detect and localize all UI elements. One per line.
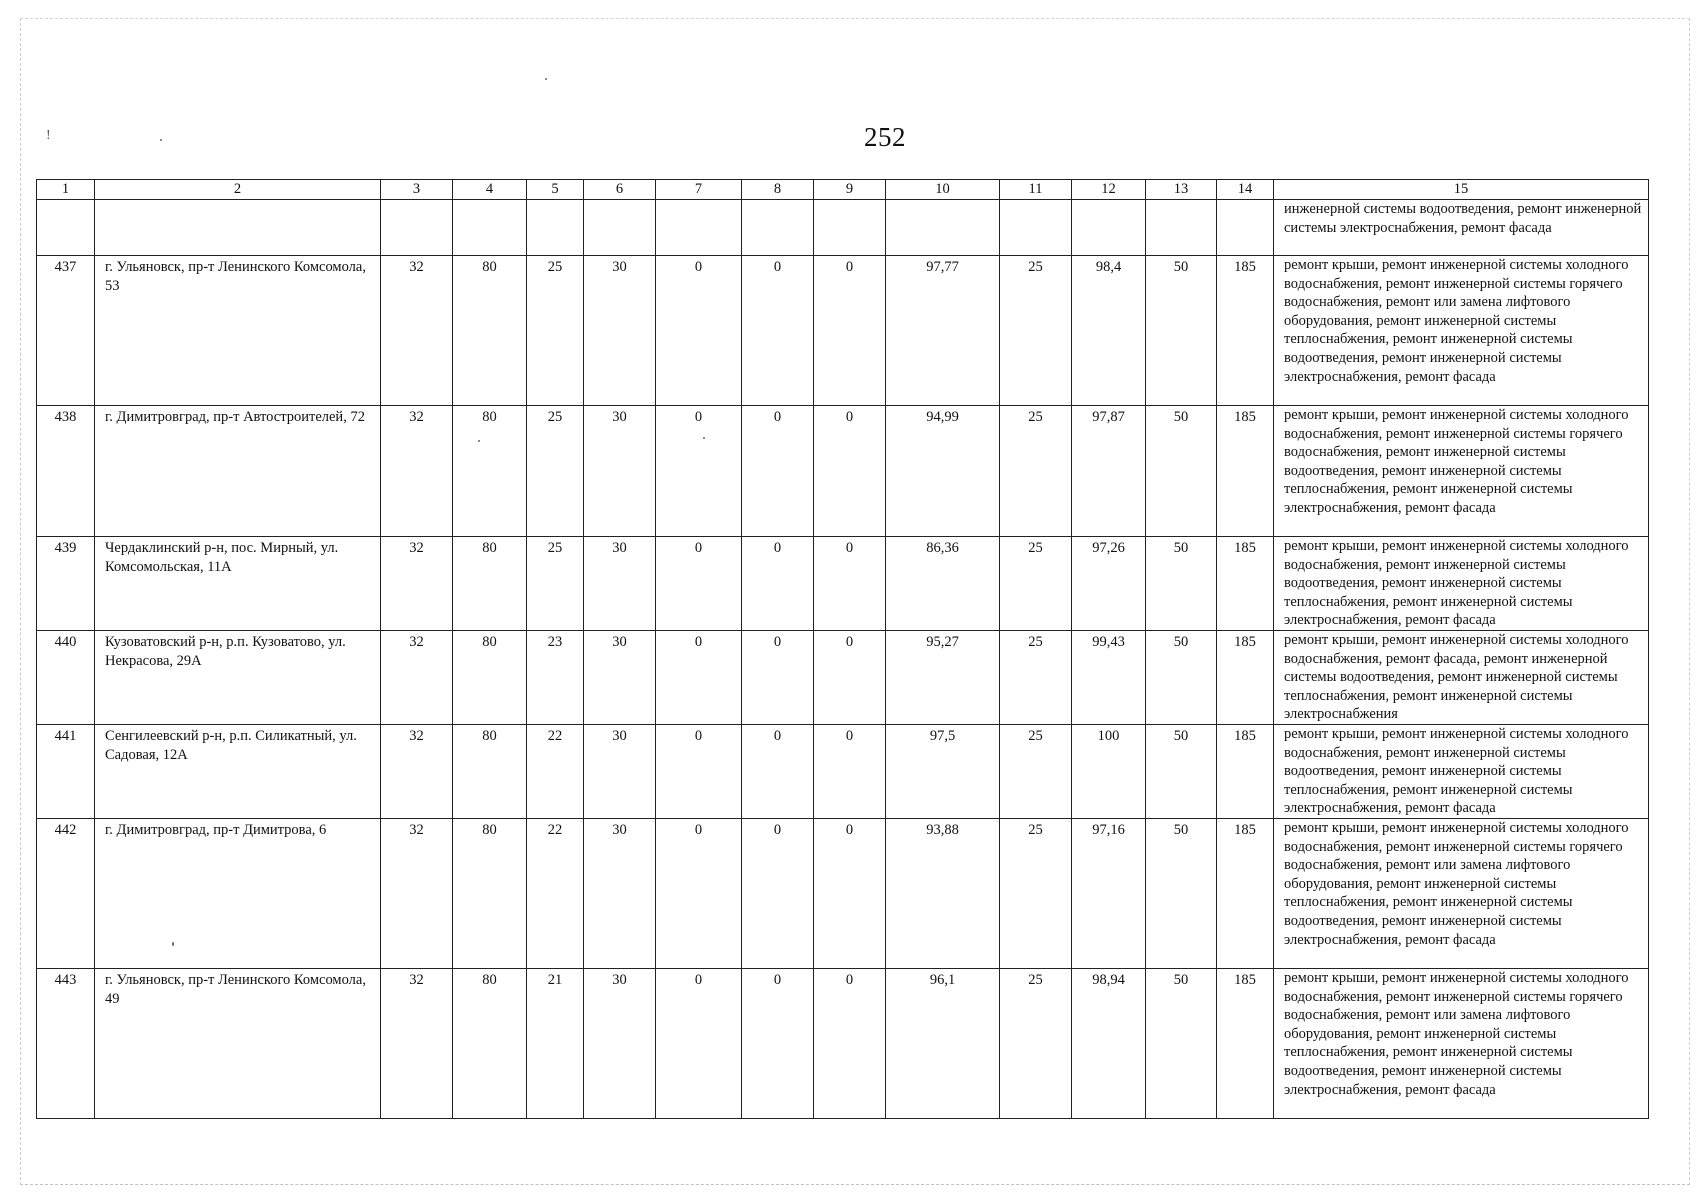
value-cell: 0 bbox=[814, 819, 886, 969]
value-cell: 50 bbox=[1146, 631, 1217, 725]
value-cell: 0 bbox=[742, 969, 814, 1119]
works-cell: ремонт крыши, ремонт инженерной системы холодного водоснабжения, ремонт фасада, ремонт инженерной системы водоотведения, ремонт инженерной системы теплоснабжения, ремонт инженерной системы электроснабжения bbox=[1274, 631, 1649, 725]
value-cell: 0 bbox=[742, 631, 814, 725]
column-header: 9 bbox=[814, 180, 886, 200]
empty-cell bbox=[453, 200, 527, 256]
repair-schedule-table bbox=[36, 179, 1649, 1119]
value-cell: 0 bbox=[742, 256, 814, 406]
address-cell: г. Димитровград, пр-т Автостроителей, 72 bbox=[95, 406, 381, 537]
value-cell: 25 bbox=[527, 537, 584, 631]
value-cell: 30 bbox=[584, 969, 656, 1119]
column-header: 13 bbox=[1146, 180, 1217, 200]
value-cell: 0 bbox=[656, 537, 742, 631]
continuation-row bbox=[37, 200, 1649, 256]
value-cell: 0 bbox=[742, 537, 814, 631]
address-cell: Сенгилеевский р-н, р.п. Силикатный, ул. Садовая, 12А bbox=[95, 725, 381, 819]
value-cell: 100 bbox=[1072, 725, 1146, 819]
value-cell: 80 bbox=[453, 819, 527, 969]
value-cell: 22 bbox=[527, 819, 584, 969]
value-cell: 98,4 bbox=[1072, 256, 1146, 406]
works-cell: ремонт крыши, ремонт инженерной системы холодного водоснабжения, ремонт инженерной системы горячего водоснабжения, ремонт или замена лифтового оборудования, ремонт инженерной системы теплоснабжения, ремонт инженерной системы водоотведения, ремонт инженерной системы электроснабжения, ремонт фасада bbox=[1274, 819, 1649, 969]
value-cell: 0 bbox=[814, 725, 886, 819]
row-number-cell: 443 bbox=[37, 969, 95, 1119]
row-number-cell: 441 bbox=[37, 725, 95, 819]
value-cell: 32 bbox=[381, 406, 453, 537]
address-cell: г. Ульяновск, пр-т Ленинского Комсомола, 53 bbox=[95, 256, 381, 406]
value-cell: 93,88 bbox=[886, 819, 1000, 969]
address-cell: Чердаклинский р-н, пос. Мирный, ул. Комсомольская, 11А bbox=[95, 537, 381, 631]
column-header: 15 bbox=[1274, 180, 1649, 200]
value-cell: 32 bbox=[381, 969, 453, 1119]
margin-mark: ! bbox=[46, 128, 51, 143]
table-row bbox=[37, 725, 1649, 819]
column-header: 10 bbox=[886, 180, 1000, 200]
value-cell: 50 bbox=[1146, 819, 1217, 969]
row-number-cell: 440 bbox=[37, 631, 95, 725]
address-cell: г. Димитровград, пр-т Димитрова, 6 bbox=[95, 819, 381, 969]
table-row bbox=[37, 969, 1649, 1119]
empty-cell bbox=[95, 200, 381, 256]
value-cell: 0 bbox=[656, 725, 742, 819]
works-cell: ремонт крыши, ремонт инженерной системы холодного водоснабжения, ремонт инженерной системы водоотведения, ремонт инженерной системы теплоснабжения, ремонт инженерной системы электроснабжения, ремонт фасада bbox=[1274, 725, 1649, 819]
column-number-header bbox=[37, 180, 1649, 200]
column-header: 2 bbox=[95, 180, 381, 200]
empty-cell bbox=[527, 200, 584, 256]
row-number-cell: 437 bbox=[37, 256, 95, 406]
value-cell: 30 bbox=[584, 631, 656, 725]
value-cell: 25 bbox=[1000, 406, 1072, 537]
value-cell: 30 bbox=[584, 819, 656, 969]
empty-cell bbox=[1146, 200, 1217, 256]
works-cell: ремонт крыши, ремонт инженерной системы холодного водоснабжения, ремонт инженерной системы горячего водоснабжения, ремонт или замена лифтового оборудования, ремонт инженерной системы теплоснабжения, ремонт инженерной системы водоотведения, ремонт инженерной системы электроснабжения, ремонт фасада bbox=[1274, 256, 1649, 406]
column-header: 6 bbox=[584, 180, 656, 200]
value-cell: 80 bbox=[453, 406, 527, 537]
value-cell: 185 bbox=[1217, 819, 1274, 969]
empty-cell bbox=[381, 200, 453, 256]
value-cell: 95,27 bbox=[886, 631, 1000, 725]
value-cell: 50 bbox=[1146, 725, 1217, 819]
column-header: 1 bbox=[37, 180, 95, 200]
value-cell: 21 bbox=[527, 969, 584, 1119]
value-cell: 185 bbox=[1217, 725, 1274, 819]
value-cell: 25 bbox=[527, 256, 584, 406]
value-cell: 25 bbox=[1000, 631, 1072, 725]
value-cell: 50 bbox=[1146, 969, 1217, 1119]
value-cell: 0 bbox=[656, 631, 742, 725]
table-row bbox=[37, 406, 1649, 537]
value-cell: 30 bbox=[584, 406, 656, 537]
value-cell: 80 bbox=[453, 725, 527, 819]
value-cell: 0 bbox=[814, 406, 886, 537]
empty-cell bbox=[886, 200, 1000, 256]
column-header: 4 bbox=[453, 180, 527, 200]
empty-cell bbox=[37, 200, 95, 256]
value-cell: 32 bbox=[381, 819, 453, 969]
value-cell: 80 bbox=[453, 256, 527, 406]
row-number-cell: 439 bbox=[37, 537, 95, 631]
empty-cell bbox=[1072, 200, 1146, 256]
value-cell: 185 bbox=[1217, 406, 1274, 537]
value-cell: 185 bbox=[1217, 256, 1274, 406]
value-cell: 25 bbox=[1000, 256, 1072, 406]
value-cell: 0 bbox=[656, 256, 742, 406]
value-cell: 50 bbox=[1146, 537, 1217, 631]
value-cell: 0 bbox=[742, 819, 814, 969]
column-header: 5 bbox=[527, 180, 584, 200]
value-cell: 32 bbox=[381, 537, 453, 631]
value-cell: 99,43 bbox=[1072, 631, 1146, 725]
value-cell: 97,5 bbox=[886, 725, 1000, 819]
table-row bbox=[37, 631, 1649, 725]
value-cell: 80 bbox=[453, 631, 527, 725]
value-cell: 0 bbox=[742, 725, 814, 819]
value-cell: 0 bbox=[656, 406, 742, 537]
empty-cell bbox=[584, 200, 656, 256]
value-cell: 185 bbox=[1217, 969, 1274, 1119]
value-cell: 22 bbox=[527, 725, 584, 819]
value-cell: 0 bbox=[814, 631, 886, 725]
address-cell: г. Ульяновск, пр-т Ленинского Комсомола, 49 bbox=[95, 969, 381, 1119]
empty-cell bbox=[742, 200, 814, 256]
address-cell: Кузоватовский р-н, р.п. Кузоватово, ул. Некрасова, 29А bbox=[95, 631, 381, 725]
row-number-cell: 438 bbox=[37, 406, 95, 537]
value-cell: 30 bbox=[584, 725, 656, 819]
value-cell: 23 bbox=[527, 631, 584, 725]
value-cell: 30 bbox=[584, 256, 656, 406]
empty-cell bbox=[814, 200, 886, 256]
table-row bbox=[37, 256, 1649, 406]
works-cell: ремонт крыши, ремонт инженерной системы холодного водоснабжения, ремонт инженерной системы горячего водоснабжения, ремонт инженерной системы водоотведения, ремонт инженерной системы теплоснабжения, ремонт инженерной системы электроснабжения, ремонт фасада bbox=[1274, 406, 1649, 537]
value-cell: 0 bbox=[814, 537, 886, 631]
value-cell: 50 bbox=[1146, 406, 1217, 537]
empty-cell bbox=[656, 200, 742, 256]
value-cell: 94,99 bbox=[886, 406, 1000, 537]
value-cell: 32 bbox=[381, 256, 453, 406]
value-cell: 0 bbox=[814, 969, 886, 1119]
value-cell: 97,26 bbox=[1072, 537, 1146, 631]
works-cell: ремонт крыши, ремонт инженерной системы холодного водоснабжения, ремонт инженерной системы горячего водоснабжения, ремонт или замена лифтового оборудования, ремонт инженерной системы теплоснабжения, ремонт инженерной системы водоотведения, ремонт инженерной системы электроснабжения, ремонт фасада bbox=[1274, 969, 1649, 1119]
value-cell: 0 bbox=[742, 406, 814, 537]
value-cell: 25 bbox=[527, 406, 584, 537]
value-cell: 0 bbox=[656, 819, 742, 969]
value-cell: 25 bbox=[1000, 819, 1072, 969]
value-cell: 25 bbox=[1000, 725, 1072, 819]
value-cell: 97,87 bbox=[1072, 406, 1146, 537]
empty-cell bbox=[1217, 200, 1274, 256]
column-header: 11 bbox=[1000, 180, 1072, 200]
value-cell: 50 bbox=[1146, 256, 1217, 406]
value-cell: 86,36 bbox=[886, 537, 1000, 631]
value-cell: 0 bbox=[656, 969, 742, 1119]
value-cell: 97,16 bbox=[1072, 819, 1146, 969]
empty-cell bbox=[1000, 200, 1072, 256]
scan-speck bbox=[545, 78, 547, 80]
value-cell: 80 bbox=[453, 537, 527, 631]
value-cell: 98,94 bbox=[1072, 969, 1146, 1119]
column-header: 7 bbox=[656, 180, 742, 200]
value-cell: 185 bbox=[1217, 537, 1274, 631]
table-row bbox=[37, 819, 1649, 969]
value-cell: 25 bbox=[1000, 969, 1072, 1119]
row-number-cell: 442 bbox=[37, 819, 95, 969]
column-header: 3 bbox=[381, 180, 453, 200]
value-cell: 96,1 bbox=[886, 969, 1000, 1119]
value-cell: 185 bbox=[1217, 631, 1274, 725]
column-header: 8 bbox=[742, 180, 814, 200]
scan-speck bbox=[160, 139, 162, 141]
works-cell: инженерной системы водоотведения, ремонт инженерной системы электроснабжения, ремонт фасада bbox=[1274, 200, 1649, 256]
value-cell: 30 bbox=[584, 537, 656, 631]
page-number: 252 bbox=[864, 122, 906, 152]
column-header: 14 bbox=[1217, 180, 1274, 200]
value-cell: 32 bbox=[381, 631, 453, 725]
value-cell: 80 bbox=[453, 969, 527, 1119]
value-cell: 97,77 bbox=[886, 256, 1000, 406]
column-header: 12 bbox=[1072, 180, 1146, 200]
works-cell: ремонт крыши, ремонт инженерной системы холодного водоснабжения, ремонт инженерной системы водоотведения, ремонт инженерной системы теплоснабжения, ремонт инженерной системы электроснабжения, ремонт фасада bbox=[1274, 537, 1649, 631]
value-cell: 32 bbox=[381, 725, 453, 819]
value-cell: 0 bbox=[814, 256, 886, 406]
value-cell: 25 bbox=[1000, 537, 1072, 631]
table-row bbox=[37, 537, 1649, 631]
